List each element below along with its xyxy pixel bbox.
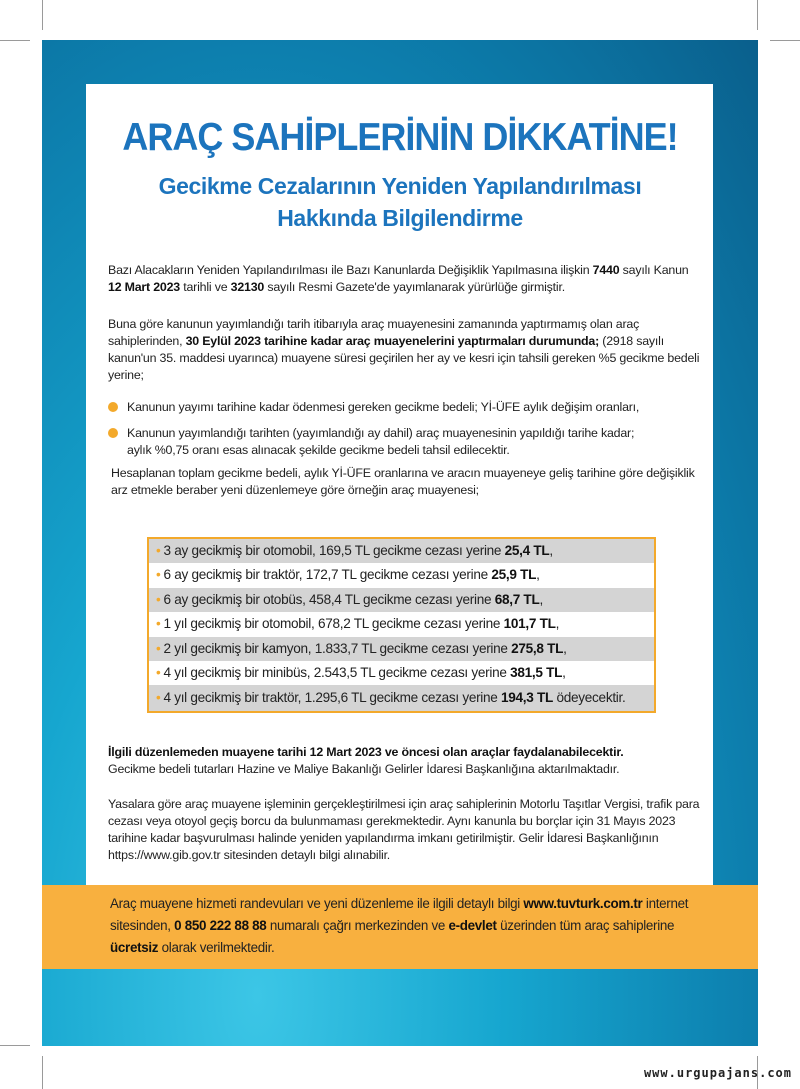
example-text: 3 ay gecikmiş bir otomobil, 169,5 TL gecikme cezası yerine — [163, 543, 505, 558]
subtitle-line-1: Gecikme Cezalarının Yeniden Yapılandırılması — [158, 173, 642, 199]
page-subtitle — [0, 170, 800, 234]
eligibility-text: Gecikme bedeli tutarları Hazine ve Maliye Bakanlığı Gelirler İdaresi Başkanlığına aktarılmaktadır. — [108, 762, 620, 776]
law-date: 12 Mart 2023 — [108, 280, 180, 294]
text-span: sayılı Kanun — [619, 263, 689, 277]
legal-requirement-paragraph: Yasalara göre araç muayene işleminin gerçekleştirilmesi için araç sahiplerinin Motorlu Taşıtlar Vergisi, trafik para cezası veya otoyol geçiş borcu da bulunmaması gerekmektedir. Aynı kanunla bu borçlar için 31 Mayıs 2023 tarihine kadar başvurulması halinde yeniden yapılandırma imkanı getirilmiştir. Gelir İdaresi Başkanlığının https://www.gib.gov.tr sitesinden detaylı bilgi alınabilir. — [108, 797, 700, 862]
bullet-dot-icon: • — [156, 567, 161, 583]
example-amount: 381,5 TL — [510, 664, 563, 680]
bullet-item — [108, 425, 698, 459]
crop-mark — [0, 1045, 30, 1046]
website-link[interactable]: www.tuvturk.com.tr — [523, 896, 643, 911]
bullet-text-continued: aylık %0,75 oranı esas alınacak şekilde gecikme bedeli tahsil edilecektir. — [127, 443, 510, 457]
example-row — [149, 612, 654, 636]
example-amount: 101,7 TL — [503, 616, 556, 632]
example-suffix: , — [539, 591, 543, 607]
bullet-dot-icon: • — [156, 591, 161, 607]
example-row — [149, 685, 654, 711]
text-span: olarak verilmektedir. — [158, 940, 275, 955]
bullet-text: Kanunun yayımı tarihine kadar ödenmesi gereken gecikme bedeli; Yİ-ÜFE aylık değişim oranları, — [127, 400, 640, 414]
subtitle-line-2: Hakkında Bilgilendirme — [277, 205, 523, 231]
edevlet-text: e-devlet — [448, 918, 497, 933]
example-suffix: , — [562, 664, 566, 680]
example-suffix: , — [555, 616, 560, 632]
example-text: 1 yıl gecikmiş bir otomobil, 678,2 TL gecikme cezası yerine — [163, 616, 504, 632]
info-band-text — [110, 893, 710, 959]
intro-paragraph-2 — [108, 316, 700, 384]
example-amount: 275,8 TL — [511, 640, 564, 656]
intro-paragraph-1 — [108, 262, 700, 296]
example-text: 2 yıl gecikmiş bir kamyon, 1.833,7 TL gecikme cezası yerine — [163, 640, 512, 656]
bullet-dot-icon: • — [156, 690, 161, 706]
text-span: Araç muayene hizmeti randevuları ve yeni düzenleme ile ilgili detaylı bilgi — [110, 896, 524, 911]
bullet-text: Kanunun yayımlandığı tarihten (yayımlandığı ay dahil) araç muayenesinin yapıldığı tarihe kadar; — [127, 426, 635, 440]
examples-box — [147, 537, 656, 713]
bullet-item — [108, 399, 698, 416]
text-span: sayılı Resmi Gazete'de yayımlanarak yürürlüğe girmiştir. — [264, 280, 565, 294]
calculation-paragraph: Hesaplanan toplam gecikme bedeli, aylık Yİ-ÜFE oranlarına ve aracın muayeneye geliş tarihine göre değişiklik arz etmekle beraber yeni düzenlemeye göre örneğin araç muayenesi; — [111, 466, 695, 497]
law-number: 7440 — [592, 263, 620, 277]
example-suffix: , — [549, 543, 553, 558]
example-text: 4 yıl gecikmiş bir minibüs, 2.543,5 TL gecikme cezası yerine — [163, 664, 511, 680]
bullet-dot-icon: • — [156, 616, 161, 632]
crop-mark — [757, 0, 758, 30]
text-span: internet sitesinden, — [110, 896, 689, 933]
example-text: 6 ay gecikmiş bir traktör, 172,7 TL gecikme cezası yerine — [163, 567, 492, 583]
crop-mark — [770, 40, 800, 41]
text-span: Bazı Alacakların Yeniden Yapılandırılması ile Bazı Kanunlarda Değişiklik Yapılmasına ilişkin — [108, 263, 593, 277]
example-text: 6 ay gecikmiş bir otobüs, 458,4 TL gecikme cezası yerine — [163, 591, 495, 607]
text-span: Buna göre kanunun yayımlandığı tarih itibarıyla araç muayenesini zamanında yaptırmamış olan araç sahiplerinden, — [108, 317, 640, 348]
crop-mark — [42, 1056, 43, 1089]
example-row — [149, 539, 654, 563]
example-suffix: , — [536, 567, 540, 583]
text-span: numaralı çağrı merkezinden ve — [266, 918, 449, 933]
example-row — [149, 637, 654, 661]
crop-mark — [0, 40, 30, 41]
example-row — [149, 661, 654, 685]
watermark: www.urgupajans.com — [643, 1066, 792, 1080]
bullet-dot-icon: • — [156, 640, 161, 656]
phone-number[interactable]: 0 850 222 88 88 — [174, 918, 267, 933]
example-text: 4 yıl gecikmiş bir traktör, 1.295,6 TL gecikme cezası yerine — [163, 690, 502, 706]
example-suffix: , — [563, 640, 567, 656]
example-amount: 68,7 TL — [494, 591, 540, 607]
free-text: ücretsiz — [110, 940, 159, 955]
example-amount: 25,4 TL — [504, 543, 550, 558]
example-row — [149, 588, 654, 612]
bullet-dot-icon: • — [156, 664, 161, 680]
gazette-number: 32130 — [230, 280, 265, 294]
text-span: (2918 sayılı kanun'un 35. maddesi uyarınca) muayene süresi geçirilen her ay ve kesri için tahsili gereken %5 gecikme bedeli yerine; — [108, 334, 700, 382]
crop-mark — [42, 0, 43, 30]
bullet-dot-icon: • — [156, 543, 161, 558]
example-suffix: ödeyecektir. — [553, 690, 626, 706]
example-amount: 25,9 TL — [491, 567, 537, 583]
text-span: üzerinden tüm araç sahiplerine — [496, 918, 675, 933]
eligibility-bold: İlgili düzenlemeden muayene tarihi 12 Mart 2023 ve öncesi olan araçlar faydalanabilecektir. — [108, 745, 624, 759]
example-row — [149, 563, 654, 587]
text-span: tarihli ve — [180, 280, 231, 294]
example-amount: 194,3 TL — [501, 690, 554, 706]
eligibility-note — [108, 744, 700, 778]
page-title: ARAÇ SAHİPLERİNİN DİKKATİNE! — [122, 114, 678, 159]
bullet-dot-icon — [108, 428, 118, 438]
bullet-dot-icon — [108, 402, 118, 412]
deadline-text: 30 Eylül 2023 tarihine kadar araç muayenelerini yaptırmaları durumunda; — [185, 334, 600, 348]
